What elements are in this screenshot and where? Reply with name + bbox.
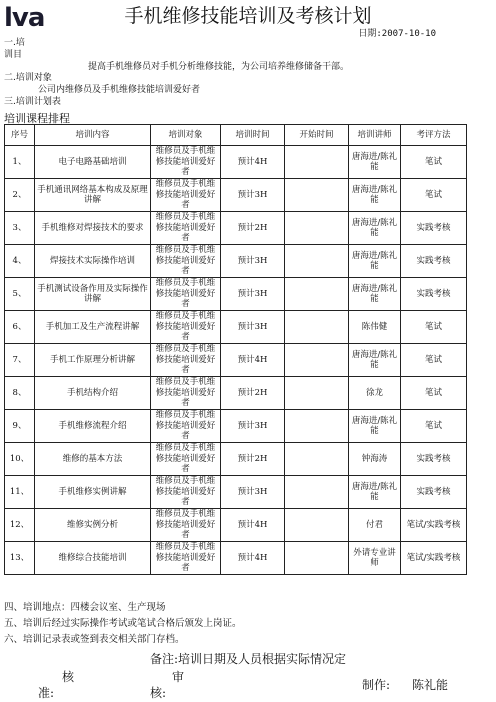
row-instructor: 唐海进/陈礼能	[349, 245, 401, 278]
table-row	[5, 476, 467, 509]
approve-label-b: 准:	[38, 686, 55, 700]
row-index: 3、	[5, 212, 35, 245]
company-logo: lva	[4, 3, 45, 33]
row-index: 4、	[5, 245, 35, 278]
row-audience: 维修员及手机维修技能培训爱好者	[151, 311, 221, 344]
row-instructor: 徐龙	[349, 377, 401, 410]
row-start-time	[285, 509, 349, 542]
row-content: 手机加工及生产流程讲解	[35, 311, 151, 344]
row-duration: 预计3H	[221, 311, 285, 344]
row-audience: 维修员及手机维修技能培训爱好者	[151, 410, 221, 443]
row-instructor: 外请专业讲师	[349, 542, 401, 575]
row-start-time	[285, 311, 349, 344]
row-start-time	[285, 476, 349, 509]
row-content: 手机通讯网络基本构成及原理讲解	[35, 179, 151, 212]
section2-heading: 二.培训对象	[4, 73, 52, 83]
row-assessment: 实践考核	[401, 245, 467, 278]
row-instructor: 唐海进/陈礼能	[349, 344, 401, 377]
audience-text: 公司内维修员及手机维修技能培训爱好者	[38, 85, 201, 95]
row-duration: 预计2H	[221, 212, 285, 245]
header-duration: 培训时间	[221, 125, 285, 146]
row-content: 维修的基本方法	[35, 443, 151, 476]
review-label-b: 核:	[150, 686, 167, 700]
maker-label: 制作:	[362, 678, 391, 692]
row-duration: 预计3H	[221, 179, 285, 212]
review-label-a: 审	[172, 670, 185, 684]
table-header-row	[5, 125, 467, 146]
row-assessment: 实践考核	[401, 278, 467, 311]
table-row	[5, 443, 467, 476]
row-content: 维修实例分析	[35, 509, 151, 542]
row-audience: 维修员及手机维修技能培训爱好者	[151, 146, 221, 179]
row-start-time	[285, 146, 349, 179]
page-title: 手机维修技能培训及考核计划	[124, 5, 372, 27]
row-duration: 预计4H	[221, 344, 285, 377]
row-audience: 维修员及手机维修技能培训爱好者	[151, 344, 221, 377]
table-row	[5, 179, 467, 212]
row-assessment: 笔试	[401, 179, 467, 212]
section1-heading-b: 训目	[4, 50, 23, 60]
row-instructor: 钟海涛	[349, 443, 401, 476]
row-duration: 预计4H	[221, 509, 285, 542]
approve-label-a: 核	[62, 670, 75, 684]
row-instructor: 唐海进/陈礼能	[349, 146, 401, 179]
document-date: 日期:2007-10-10	[358, 29, 436, 39]
row-index: 10、	[5, 443, 35, 476]
row-assessment: 笔试	[401, 311, 467, 344]
row-start-time	[285, 443, 349, 476]
row-assessment: 笔试/实践考核	[401, 542, 467, 575]
row-index: 1、	[5, 146, 35, 179]
header-index: 序号	[5, 125, 35, 146]
header-assessment: 考评方法	[401, 125, 467, 146]
row-index: 5、	[5, 278, 35, 311]
header-audience: 培训对象	[151, 125, 221, 146]
row-content: 电子电路基础培训	[35, 146, 151, 179]
archive-note: 六、培训记录表或签到表交相关部门存档。	[4, 634, 185, 645]
row-start-time	[285, 212, 349, 245]
section1-heading-a: 一.培	[4, 38, 25, 48]
row-start-time	[285, 410, 349, 443]
header-content: 培训内容	[35, 125, 151, 146]
row-audience: 维修员及手机维修技能培训爱好者	[151, 179, 221, 212]
row-index: 8、	[5, 377, 35, 410]
section3-heading: 三.培训计划表	[4, 97, 61, 107]
row-duration: 预计3H	[221, 476, 285, 509]
row-duration: 预计3H	[221, 410, 285, 443]
row-assessment: 实践考核	[401, 212, 467, 245]
row-index: 9、	[5, 410, 35, 443]
table-row	[5, 212, 467, 245]
row-audience: 维修员及手机维修技能培训爱好者	[151, 212, 221, 245]
row-assessment: 笔试/实践考核	[401, 509, 467, 542]
row-audience: 维修员及手机维修技能培训爱好者	[151, 443, 221, 476]
row-instructor: 唐海进/陈礼能	[349, 278, 401, 311]
row-assessment: 笔试	[401, 146, 467, 179]
row-index: 12、	[5, 509, 35, 542]
row-audience: 维修员及手机维修技能培训爱好者	[151, 278, 221, 311]
row-content: 维修综合技能培训	[35, 542, 151, 575]
row-content: 手机工作原理分析讲解	[35, 344, 151, 377]
certification-note: 五、培训后经过实际操作考试或笔试合格后颁发上岗证。	[4, 618, 242, 629]
purpose-text: 提高手机维修员对手机分析维修技能，为公司培养维修储备干部。	[88, 62, 350, 72]
table-row	[5, 377, 467, 410]
row-start-time	[285, 278, 349, 311]
table-row	[5, 311, 467, 344]
row-audience: 维修员及手机维修技能培训爱好者	[151, 245, 221, 278]
row-index: 6、	[5, 311, 35, 344]
header-instructor: 培训讲师	[349, 125, 401, 146]
table-row	[5, 344, 467, 377]
row-audience: 维修员及手机维修技能培训爱好者	[151, 476, 221, 509]
row-duration: 预计4H	[221, 542, 285, 575]
row-audience: 维修员及手机维修技能培训爱好者	[151, 542, 221, 575]
row-content: 手机维修实例讲解	[35, 476, 151, 509]
row-instructor: 唐海进/陈礼能	[349, 179, 401, 212]
row-content: 焊接技术实际操作培训	[35, 245, 151, 278]
row-assessment: 实践考核	[401, 476, 467, 509]
row-start-time	[285, 542, 349, 575]
row-instructor: 陈伟健	[349, 311, 401, 344]
row-start-time	[285, 245, 349, 278]
row-instructor: 唐海进/陈礼能	[349, 476, 401, 509]
table-row	[5, 542, 467, 575]
table-row	[5, 146, 467, 179]
row-instructor: 唐海进/陈礼能	[349, 410, 401, 443]
row-index: 2、	[5, 179, 35, 212]
row-content: 手机维修流程介绍	[35, 410, 151, 443]
training-location: 四、培训地点：四楼会议室、生产现场	[4, 602, 166, 613]
table-row	[5, 245, 467, 278]
row-assessment: 笔试	[401, 377, 467, 410]
row-audience: 维修员及手机维修技能培训爱好者	[151, 377, 221, 410]
table-row	[5, 278, 467, 311]
row-index: 11、	[5, 476, 35, 509]
row-start-time	[285, 179, 349, 212]
row-start-time	[285, 344, 349, 377]
table-row	[5, 509, 467, 542]
row-assessment: 笔试	[401, 410, 467, 443]
row-assessment: 笔试	[401, 344, 467, 377]
row-duration: 预计3H	[221, 245, 285, 278]
row-index: 13、	[5, 542, 35, 575]
row-instructor: 唐海进/陈礼能	[349, 212, 401, 245]
training-schedule-table	[4, 124, 467, 575]
row-index: 7、	[5, 344, 35, 377]
row-assessment: 实践考核	[401, 443, 467, 476]
row-content: 手机维修对焊接技术的要求	[35, 212, 151, 245]
row-duration: 预计2H	[221, 443, 285, 476]
row-duration: 预计3H	[221, 278, 285, 311]
row-start-time	[285, 377, 349, 410]
row-audience: 维修员及手机维修技能培训爱好者	[151, 509, 221, 542]
maker-name: 陈礼能	[412, 678, 449, 692]
row-content: 手机测试设备作用及实际操作讲解	[35, 278, 151, 311]
remark: 备注:培训日期及人员根据实际情况定	[149, 652, 347, 666]
row-content: 手机结构介绍	[35, 377, 151, 410]
row-duration: 预计2H	[221, 377, 285, 410]
row-duration: 预计4H	[221, 146, 285, 179]
header-start-time: 开始时间	[285, 125, 349, 146]
row-instructor: 付君	[349, 509, 401, 542]
course-schedule-title: 培训课程排程	[4, 112, 70, 125]
table-row	[5, 410, 467, 443]
